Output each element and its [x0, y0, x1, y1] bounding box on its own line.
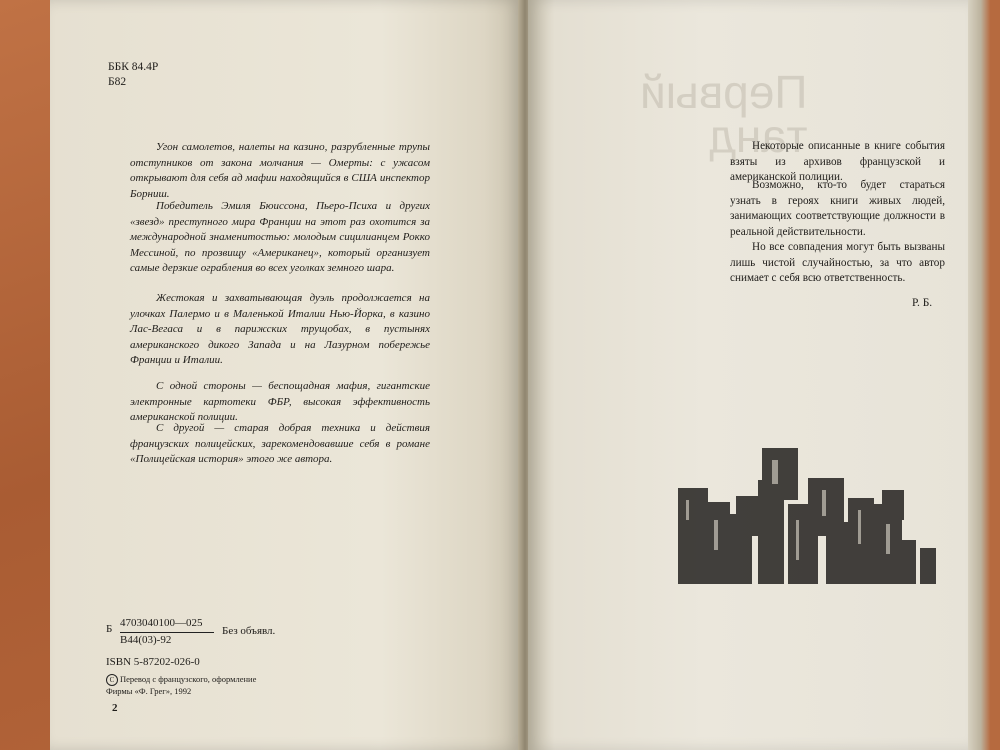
page-number: 2 — [112, 702, 118, 714]
index-numerator: 4703040100—025 — [120, 617, 203, 629]
disclaimer-paragraph-2: Возможно, кто-то будет стараться узнать в героях книги живых людей, занимающих соответствующие должности в реальной действительности. — [730, 179, 945, 238]
disclaimer-paragraph-1: Некоторые описанные в книге события взяты из архивов французской и американской полиции. — [730, 140, 945, 184]
author-mark: Б82 — [108, 76, 127, 88]
annotation-paragraph-1: Угон самолетов, налеты на казино, разрубленные трупы отступников от закона молчания — Омерты: с ужасом открывают для себя ад мафии находящийся в США инспектор Борниш. — [130, 141, 430, 200]
annotation-paragraph-3: Жестокая и захватывающая дуэль продолжается на улочках Палермо и в Маленькой Италии Нью-Йорка, в казино Лас-Вегаса и в парижских трущобах, в пустынях американского дикого Запада и на Лазурном побережье Франции и Италии. — [130, 292, 430, 367]
isbn: ISBN 5-87202-026-0 — [106, 656, 200, 668]
copyright-line-2: Фирмы «Ф. Грег», 1992 — [106, 686, 192, 696]
annotation-paragraph-2: Победитель Эмиля Бюиссона, Пьеро-Психа и других «звезд» преступного мира Франции на этот раз охотится за международной знаменитостью: молодым сицилианцем Рокко Мессиной, по прозвищу «Американец», который организует самые дерзкие ограбления во всех уголках земного шара. — [130, 200, 430, 275]
copyright-block — [106, 674, 256, 697]
copyright-line-1: Перевод с французского, оформление — [120, 674, 257, 684]
show-through-title: Первый танд — [640, 66, 808, 162]
index-letter: Б — [106, 623, 113, 635]
annotation-paragraph-4: С одной стороны — беспощадная мафия, гигантские электронные картотеки ФБР, высокая эффективность американской полиции. — [130, 380, 430, 424]
page-edge — [968, 0, 1000, 750]
annotation-paragraph-5: С другой — старая добрая техника и действия французских полицейских, зарекомендовавшие себя в романе «Полицейская история» этого же автора. — [130, 422, 430, 466]
copyright-icon: C — [106, 674, 118, 686]
no-announcement-note: Без объявл. — [222, 625, 276, 637]
disclaimer-paragraph-3: Но все совпадения могут быть вызваны лишь чистой случайностью, за что автор снимает с себя всю ответственность. — [730, 241, 945, 285]
bbk-classification — [108, 60, 158, 90]
index-denominator: В44(03)-92 — [120, 632, 214, 647]
signature: Р. Б. — [912, 297, 933, 309]
city-skyline-illustration — [676, 440, 946, 590]
bbk-code: ББК 84.4Р — [108, 61, 159, 73]
